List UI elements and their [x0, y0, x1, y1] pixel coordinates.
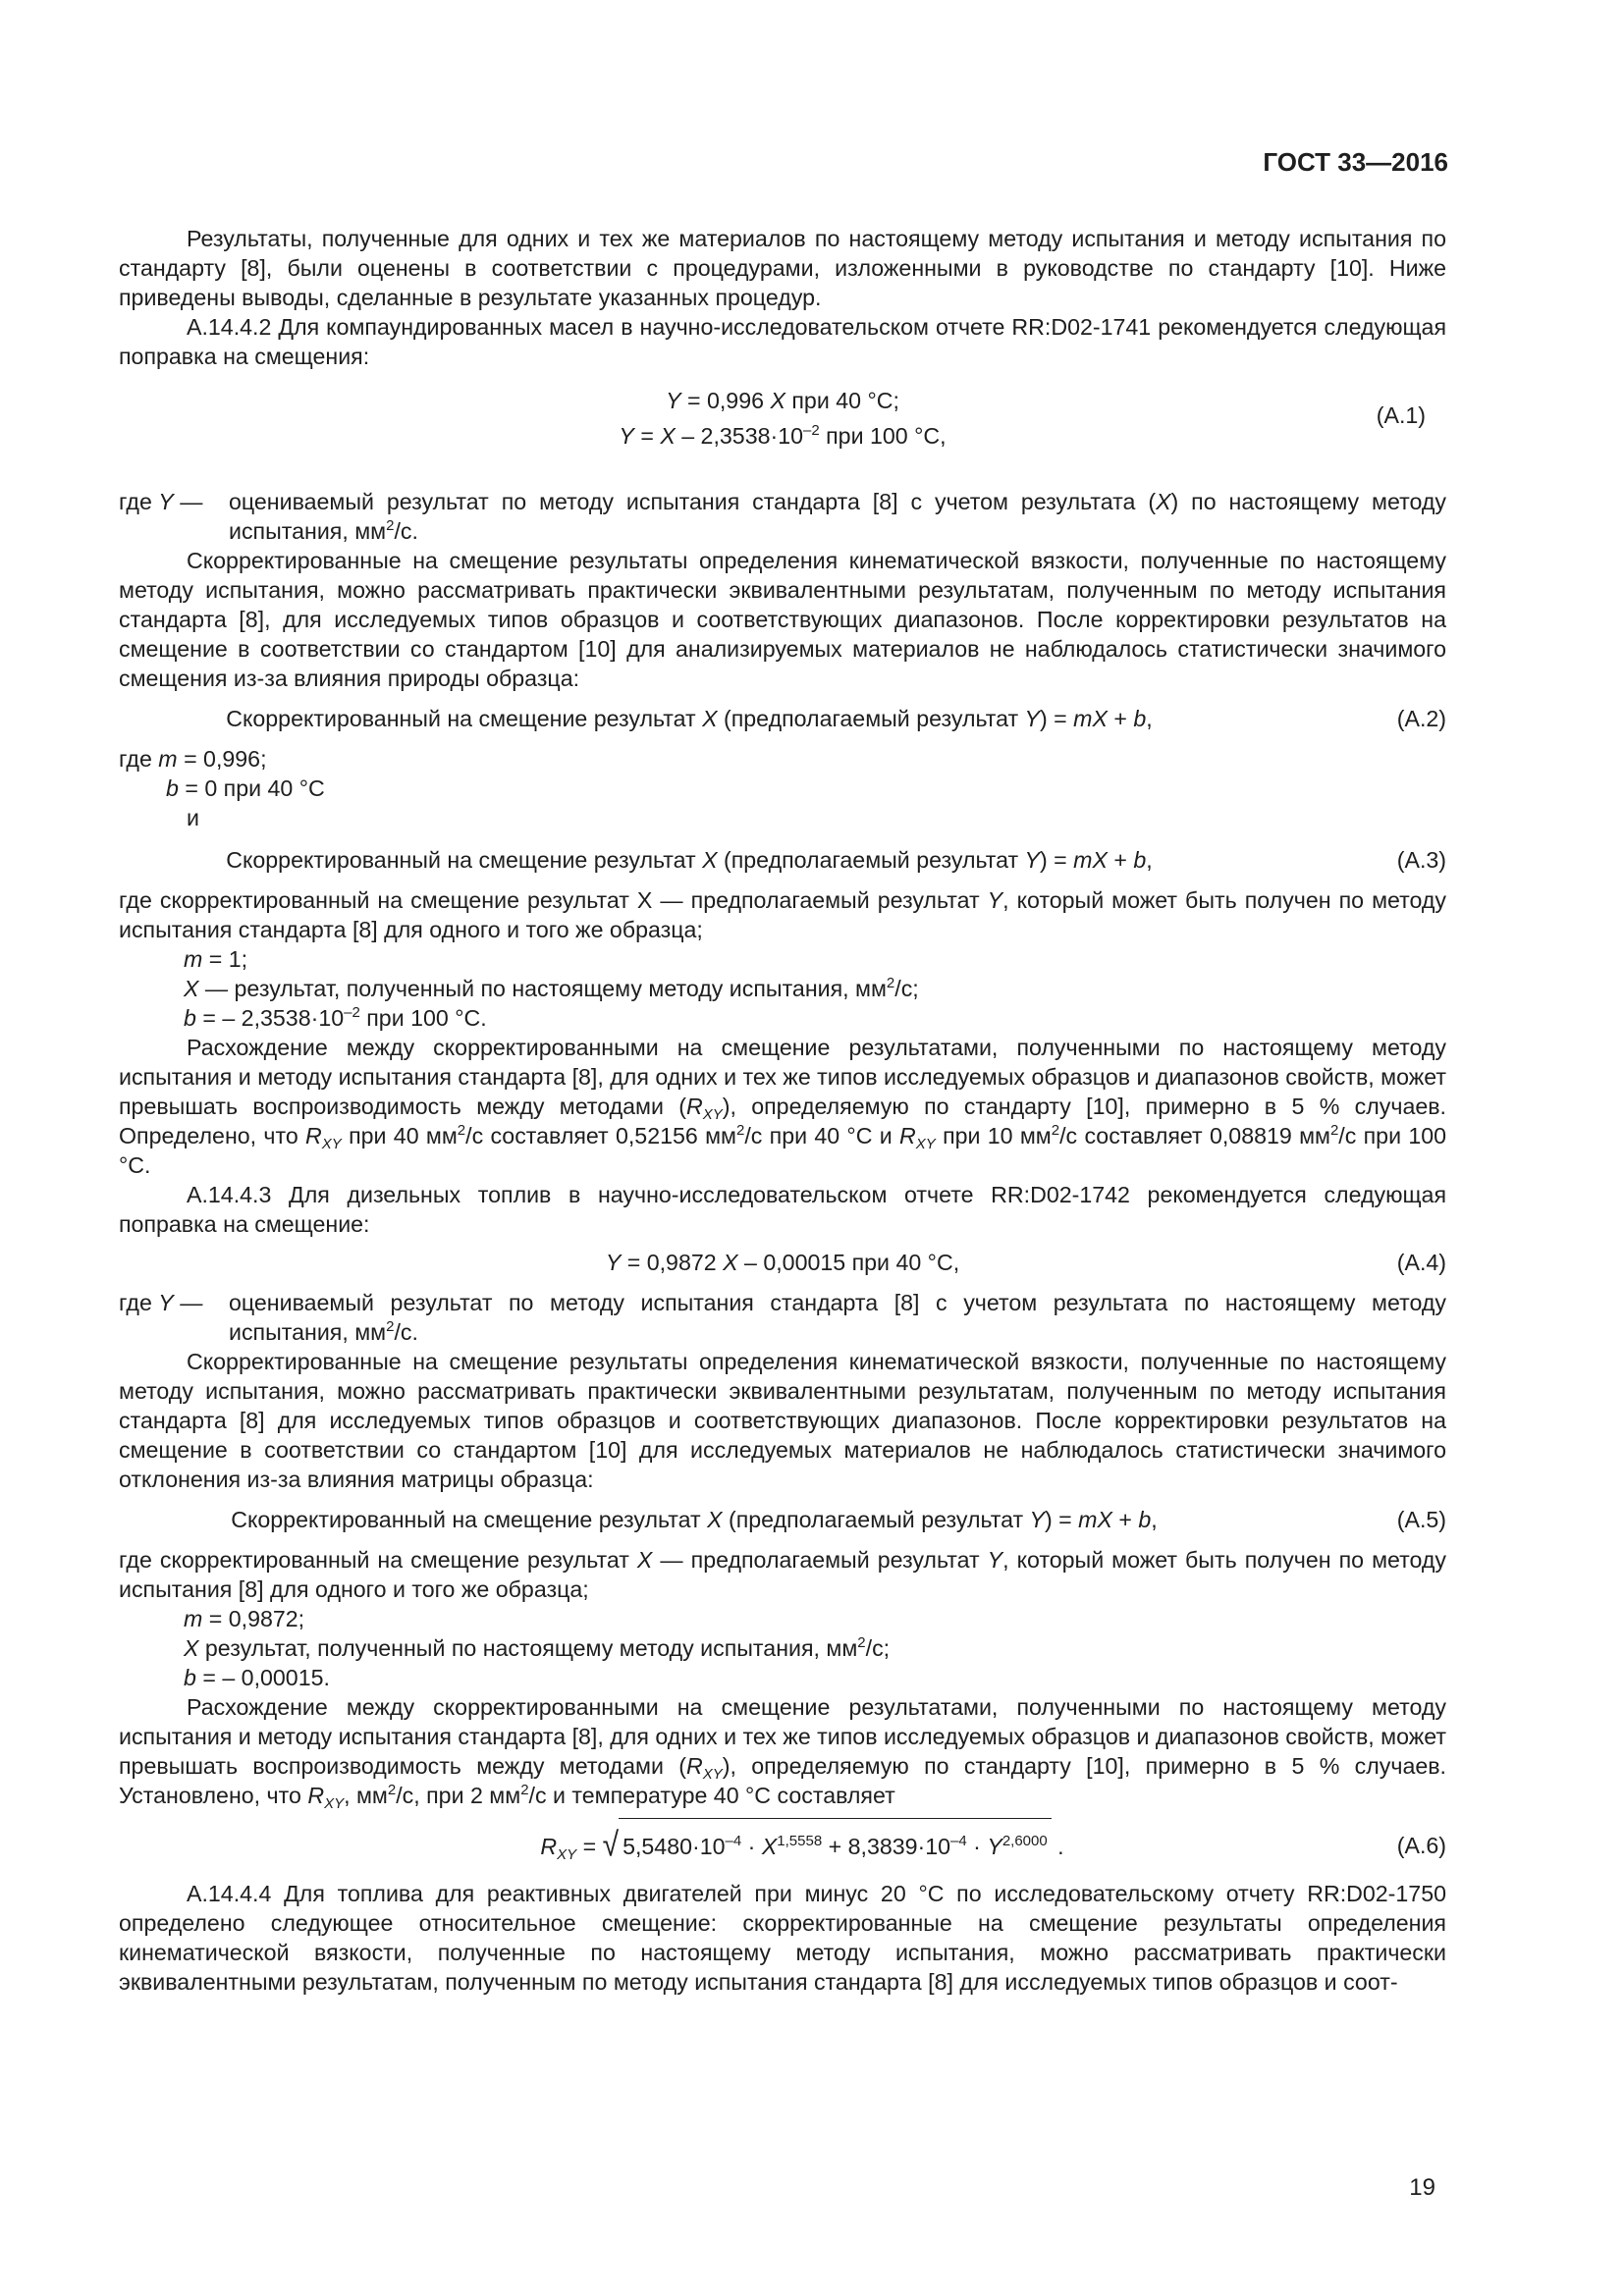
equation-a2: Скорректированный на смещение результат X (предполагаемый результат Y) = mX + b, (А.2) — [119, 699, 1446, 738]
paragraph-a14-4-2: А.14.4.2 Для компаундированных масел в научно-исследовательском отчете RR:D02-1741 рекомендуется следующая поправка на смещения: — [119, 314, 1446, 369]
radicand: $5,5480\cdot 10^{-4} \cdot X^{1,5558} + 8,3839\cdot 10^{-4} \cdot Y^{2,6000}$ — [619, 1818, 1052, 1874]
definitions-a5: m = 0,9872; X результат, полученный по настоящему методу испытания, $мм^2/с$; b = – 0,00015. — [184, 1606, 891, 1690]
equation-a1 — [119, 383, 1446, 477]
paragraph-results: Результаты, полученные для одних и тех же материалов по настоящему методу испытания и методу испытания по стандарту [8], были оценены в соответствии с процедурами, изложенными в руководстве по стандарту [10]. Ниже приведены выводы, сделанные в результате указанных процедур. — [119, 226, 1446, 310]
paragraph-corrected-2: Скорректированные на смещение результаты определения кинематической вязкости, полученные по настоящему методу испытания, можно рассматривать практически эквивалентными результатам, полученным по методу испытания стандарта [8] для исследуемых типов образцов и соответствующих диапазонов. После корректировки результатов на смещение в соответствии со стандартом [10] для исследуемых материалов не наблюдалось статистически значимого отклонения из-за влияния матрицы образца: — [119, 1349, 1446, 1492]
paragraph-corrected-result-x: где скорректированный на смещение результат Х — предполагаемый результат Y, который может быть получен по методу испытания стандарта [8] для одного и того же образца; — [119, 887, 1447, 942]
paragraph-corrected-result-x-2: где скорректированный на смещение результат X — предполагаемый результат Y, который может быть получен по методу испытания [8] для одного и того же образца; — [119, 1547, 1447, 1602]
paragraph-discrepancy-1: Расхождение между скорректированными на смещение результатами, полученными по настоящему методу испытания и методу испытания стандарта [8], для одних и тех же типов исследуемых образцов и диапазонов свойств, может превышать воспроизводимость между методами $(R_{XY})$, определяемую по стандарту [10], примерно в 5 % случаев. Определено, что $R_{XY}$ при 40 $мм^2/с$ составляет 0,52156 $мм^2/с$ при 40 °С и $R_{XY}$ при 10 $мм^2/с$ составляет 0,08819 $мм^2/с$ при 100 °С. — [119, 1035, 1447, 1178]
equation-number: (А.6) — [1396, 1833, 1446, 1858]
where-y-definition: где Y — оцениваемый результат по методу испытания стандарта [8] с учетом результата (X) по настоящему методу испытания, $мм^2/с$. — [119, 489, 1446, 544]
paragraph-a14-4-4: А.14.4.4 Для топлива для реактивных двигателей при минус 20 °С по исследовательскому отчету RR:D02-1750 определено следующее относительное смещение: скорректированные на смещение результаты определения кинематической вязкости, полученные по настоящему методу испытания, можно рассматривать практически эквивалентными результатам, полученным по методу испытания стандарта [8] для исследуемых типов образцов и соот- — [119, 1881, 1446, 1995]
equation-a4: Y = 0,9872 X – 0,00015 при 40 °С, (А.4) — [119, 1243, 1446, 1282]
equation-a1-line1: Y = 0,996 X при 40 °С; — [666, 388, 899, 413]
equation-number: (А.3) — [1396, 847, 1446, 873]
page-number: 19 — [1409, 2174, 1435, 2201]
equation-a5: Скорректированный на смещение результат X (предполагаемый результат Y) = mX + b, (А.5) — [119, 1500, 1446, 1539]
definitions-a2: где m = 0,996; b = 0 при 40 °С и — [119, 746, 325, 830]
paragraph-discrepancy-2: Расхождение между скорректированными на смещение результатами, полученными по настоящему методу испытания и методу испытания стандарта [8], для одних и тех же типов исследуемых образцов и диапазонов свойств, может превышать воспроизводимость между методами $(R_{XY})$, определяемую по стандарту [10], примерно в 5 % случаев. Установлено, что $R_{XY}$, $мм^2/с$, при 2 $мм^2/с$ и температуре 40 °С составляет — [119, 1694, 1446, 1812]
paragraph-corrected-1: Скорректированные на смещение результаты определения кинематической вязкости, полученные по настоящему методу испытания, можно рассматривать практически эквивалентными результатам, полученным по методу испытания стандарта [8], для исследуемых типов образцов и соответствующих диапазонов. После корректировки результатов на смещение в соответствии со стандартом [10] для анализируемых материалов не наблюдалось статистически значимого смещения из-за влияния природы образца: — [119, 548, 1446, 691]
equation-number: (А.5) — [1396, 1507, 1446, 1532]
definitions-a3: m = 1; X — результат, полученный по настоящему методу испытания, $мм^2/с$; b = – $2,3538\cdot 10^{-2}$ при 100 °С. — [184, 946, 919, 1031]
square-root-icon: √ — [602, 1826, 620, 1864]
where-y-definition-2: где Y — оцениваемый результат по методу испытания стандарта [8] с учетом результата по настоящему методу испытания, $мм^2/с$. — [119, 1290, 1446, 1345]
equation-a6: $R_{XY}$ = √ $5,5480\cdot 10^{-4} \cdot X^{1,5558} + 8,3839\cdot 10^{-4} \cdot Y^{2,6000}$ . (А.6) — [119, 1818, 1446, 1873]
document-body — [119, 224, 1446, 1997]
equation-number: (А.1) — [1376, 402, 1426, 428]
paragraph-a14-4-3: А.14.4.3 Для дизельных топлив в научно-исследовательском отчете RR:D02-1742 рекомендуется следующая поправка на смещение: — [119, 1182, 1446, 1237]
equation-number: (А.4) — [1396, 1250, 1446, 1275]
equation-a1-line2: $Y = X - 2,3538\cdot 10^{-2}$ при 100 °С, — [619, 422, 947, 449]
equation-a3: Скорректированный на смещение результат X (предполагаемый результат Y) = mX + b, (А.3) — [119, 840, 1446, 880]
document-header: ГОСТ 33—2016 — [1263, 147, 1448, 177]
equation-number: (А.2) — [1396, 706, 1446, 731]
